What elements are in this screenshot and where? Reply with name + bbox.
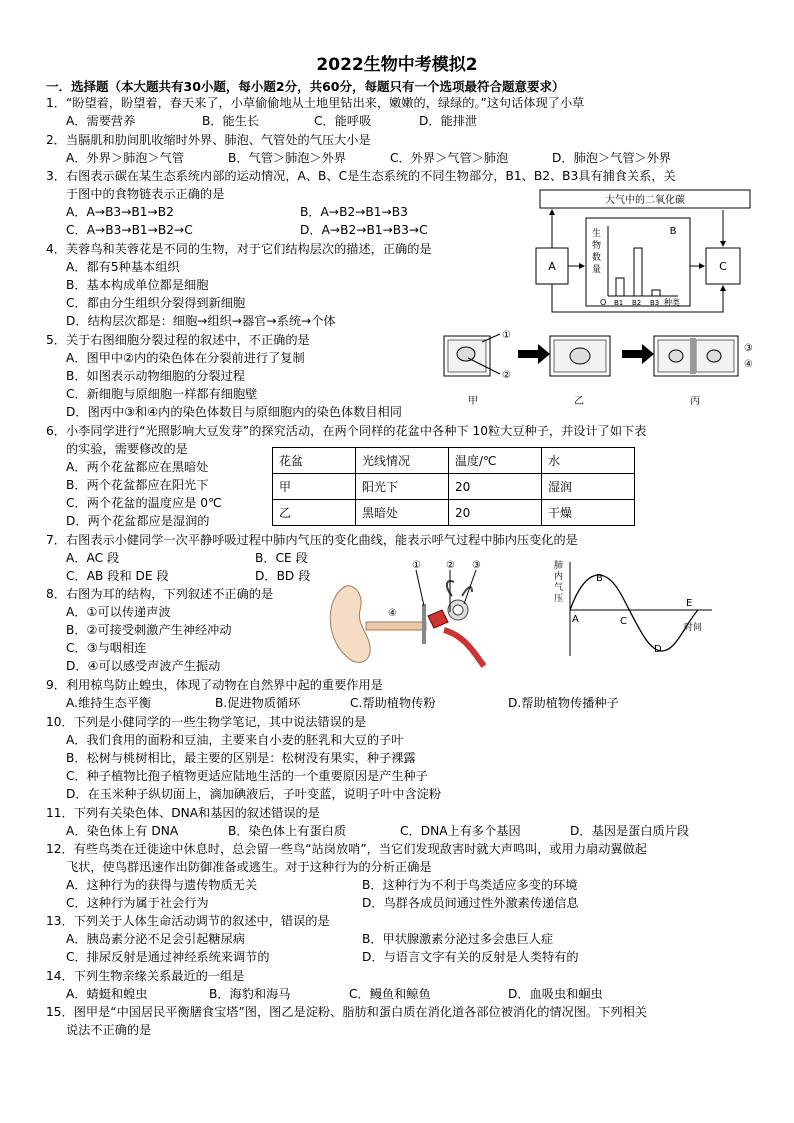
svg-text:③: ③ [472, 560, 481, 571]
svg-text:乙: 乙 [574, 396, 584, 407]
q2-option-d: D．肺泡＞气管＞外界 [552, 151, 672, 165]
svg-text:量: 量 [592, 265, 602, 275]
svg-text:③: ③ [744, 343, 753, 354]
q2-option-a: A．外界＞肺泡＞气管 [66, 151, 185, 165]
q4-option-b: B．基本构成单位都是细胞 [66, 278, 209, 292]
q5-option-d: D．图丙中③和④内的染色体数目与原细胞内的染色体数目相同 [66, 405, 402, 419]
svg-text:B1: B1 [614, 299, 624, 307]
q13-option-a: A．胰岛素分泌不足会引起糖尿病 [66, 932, 245, 946]
q7-option-d: D．BD 段 [255, 569, 311, 583]
co2-label: 大气中的二氧化碳 [605, 195, 685, 206]
q7-option-c: C．AB 段和 DE 段 [66, 569, 169, 583]
q5-option-b: B．如图表示动物细胞的分裂过程 [66, 369, 245, 383]
q3-option-b: B．A→B2→B1→B3 [300, 205, 408, 219]
q11-option-b: B．染色体上有蛋白质 [228, 824, 347, 838]
q6-stem-line2: 的实验，需要修改的是 [66, 442, 188, 456]
svg-text:C: C [620, 616, 627, 627]
page-title: 2022生物中考模拟2 [316, 55, 478, 75]
q1-stem: 1．“盼望着，盼望着，春天来了，小草偷偷地从土地里钻出来，嫩嫩的，绿绿的。”这句话体现了小草 [46, 96, 585, 110]
q8-stem: 8．右图为耳的结构，下列叙述不正确的是 [46, 587, 274, 601]
q14-option-b: B．海豹和海马 [209, 987, 291, 1001]
q2-stem: 2．当膈肌和肋间肌收缩时外界、肺泡、气管处的气压大小是 [46, 133, 371, 147]
svg-text:D: D [654, 644, 662, 655]
q6-option-c: C．两个花盆的温度应是 0℃ [66, 496, 222, 510]
q1-option-d: D．能排泄 [419, 114, 478, 128]
q9-stem: 9．利用椋鸟防止蝗虫，体现了动物在自然界中起的重要作用是 [46, 678, 383, 692]
q6-option-b: B．两个花盆都应在阳光下 [66, 478, 209, 492]
q6-option-a: A．两个花盆都应在黑暗处 [66, 460, 209, 474]
q12-option-d: D．鸟群各成员间通过性外激素传递信息 [362, 896, 579, 910]
arrow-icon [518, 344, 550, 364]
q13-option-c: C．排尿反射是通过神经系统来调节的 [66, 950, 270, 964]
svg-text:物: 物 [592, 241, 602, 251]
carbon-cycle-diagram [528, 186, 760, 316]
svg-text:丙: 丙 [690, 396, 700, 407]
q13-option-b: B．甲状腺激素分泌过多会患巨人症 [362, 932, 554, 946]
svg-text:A: A [548, 260, 556, 273]
q3-option-a: A．A→B3→B1→B2 [66, 205, 174, 219]
q14-option-a: A．蜻蜓和蝗虫 [66, 987, 148, 1001]
q11-option-c: C．DNA上有多个基因 [400, 824, 521, 838]
q13-option-d: D．与语言文字有关的反射是人类特有的 [362, 950, 579, 964]
q15-stem-line1: 15．图甲是“中国居民平衡膳食宝塔”图，图乙是淀粉、脂肪和蛋白质在消化道各部位被消化的情况图。下列相关 [46, 1005, 647, 1019]
svg-text:①: ① [412, 560, 421, 571]
svg-text:B: B [596, 573, 603, 584]
svg-text:数: 数 [592, 253, 602, 263]
q8-option-b: B．②可接受刺激产生神经冲动 [66, 623, 232, 637]
svg-text:②: ② [502, 370, 511, 381]
svg-text:①: ① [502, 330, 511, 341]
bar-b1 [616, 278, 624, 296]
q6-stem-line1: 6．小李同学进行“光照影响大豆发芽”的探究活动，在两个同样的花盆中各种下 10粒大豆种子，并设计了如下表 [46, 424, 647, 438]
cell-division-diagram [438, 328, 756, 410]
q15-stem-line2: 说法不正确的是 [66, 1023, 152, 1037]
q12-option-c: C．这种行为属于社会行为 [66, 896, 209, 910]
svg-text:O: O [600, 298, 607, 307]
q1-option-a: A．需要营养 [66, 114, 136, 128]
q5-stem: 5．关于右图细胞分裂过程的叙述中，不正确的是 [46, 333, 310, 347]
svg-text:压: 压 [554, 594, 564, 604]
q3-stem-line1: 3．右图表示碳在某生态系统内部的运动情况，A、B、C是生态系统的不同生物部分，B1、B2、B3具有捕食关系，关 [46, 169, 676, 183]
svg-text:②: ② [446, 560, 455, 571]
q7-option-b: B．CE 段 [255, 551, 308, 565]
svg-text:④: ④ [388, 608, 397, 619]
q4-option-a: A．都有5种基本组织 [66, 260, 180, 274]
svg-text:E: E [686, 598, 693, 609]
q13-stem: 13．下列关于人体生命活动调节的叙述中，错误的是 [46, 914, 330, 928]
q2-option-b: B．气管＞肺泡＞外界 [228, 151, 347, 165]
q3-stem-line2: 于图中的食物链表示正确的是 [66, 187, 225, 201]
svg-text:C: C [719, 260, 727, 273]
q12-stem-line2: 飞状，使鸟群迅速作出防御准备或逃生。对于这种行为的分析正确是 [66, 860, 432, 874]
ear-structure-diagram [316, 556, 492, 674]
svg-text:种类: 种类 [664, 298, 680, 307]
q3-option-d: D．A→B2→B1→B3→C [300, 223, 428, 237]
lung-pressure-chart [548, 556, 718, 660]
q1-option-b: B．能生长 [202, 114, 260, 128]
arrow-icon [622, 344, 654, 364]
q11-option-d: D．基因是蛋白质片段 [570, 824, 690, 838]
q7-stem: 7．右图表示小健同学一次平静呼吸过程中肺内气压的变化曲线，能表示呼气过程中肺内压变化的是 [46, 533, 578, 547]
q2-option-c: C．外界＞气管＞肺泡 [390, 151, 509, 165]
table-row: 甲 阳光下 20 湿润 [273, 474, 635, 500]
q9-option-b: B.促进物质循环 [215, 696, 301, 710]
svg-text:时间: 时间 [684, 623, 703, 633]
q8-option-a: A．①可以传递声波 [66, 605, 171, 619]
q9-option-a: A.维持生态平衡 [66, 696, 152, 710]
q5-option-c: C．新细胞与原细胞一样都有细胞壁 [66, 387, 258, 401]
q5-option-a: A．图甲中②内的染色体在分裂前进行了复制 [66, 351, 305, 365]
q9-option-d: D.帮助植物传播种子 [508, 696, 619, 710]
q4-option-c: C．都由分生组织分裂得到新细胞 [66, 296, 246, 310]
bar-b2 [634, 248, 642, 296]
q4-option-d: D．结构层次都是：细胞→组织→器官→系统→个体 [66, 314, 336, 328]
q14-stem: 14．下列生物亲缘关系最近的一组是 [46, 969, 245, 983]
q3-option-c: C．A→B3→B1→B2→C [66, 223, 193, 237]
svg-text:生: 生 [592, 229, 602, 239]
svg-text:内: 内 [554, 572, 564, 582]
q6-table [272, 447, 635, 526]
q14-option-d: D．血吸虫和蛔虫 [508, 987, 603, 1001]
q10-option-a: A．我们食用的面粉和豆油，主要来自小麦的胚乳和大豆的子叶 [66, 733, 404, 747]
svg-text:B: B [669, 226, 677, 237]
q11-option-a: A．染色体上有 DNA [66, 824, 179, 838]
q10-stem: 10．下列是小健同学的一些生物学笔记，其中说法错误的是 [46, 715, 367, 729]
q10-option-b: B．松树与桃树相比，最主要的区别是：松树没有果实，种子裸露 [66, 751, 416, 765]
section-heading: 一．选择题（本大题共有30小题，每小题2分，共60分，每题只有一个选项最符合题意要求） [46, 79, 565, 94]
svg-text:甲: 甲 [468, 396, 478, 407]
q12-stem-line1: 12．有些鸟类在迁徙途中休息时，总会留一些鸟“站岗放哨”，当它们发现敌害时就大声鸣叫，或用力扇动翼做起 [46, 842, 647, 856]
q1-option-c: C．能呼吸 [314, 114, 372, 128]
bar-b3 [652, 290, 660, 296]
q12-option-b: B．这种行为不利于鸟类适应多变的环境 [362, 878, 578, 892]
table-row: 花盆 光线情况 温度/℃ 水 [273, 448, 635, 474]
q12-option-a: A．这种行为的获得与遗传物质无关 [66, 878, 258, 892]
svg-text:肺: 肺 [554, 561, 564, 571]
q6-option-d: D．两个花盆都应是湿润的 [66, 514, 210, 528]
q7-option-a: A．AC 段 [66, 551, 120, 565]
table-row: 乙 黑暗处 20 干燥 [273, 500, 635, 526]
q10-option-d: D．在玉米种子纵切面上，滴加碘液后，子叶变蓝，说明子叶中含淀粉 [66, 787, 442, 801]
q8-option-c: C．③与咽相连 [66, 641, 147, 655]
svg-text:④: ④ [744, 359, 753, 370]
svg-text:A: A [572, 614, 579, 625]
q14-option-c: C．鳗鱼和鲸鱼 [349, 987, 431, 1001]
q8-option-d: D．④可以感受声波产生振动 [66, 659, 221, 673]
q9-option-c: C.帮助植物传粉 [350, 696, 436, 710]
svg-text:B2: B2 [632, 299, 642, 307]
q4-stem: 4．芙蓉鸟和芙蓉花是不同的生物，对于它们结构层次的描述，正确的是 [46, 242, 432, 256]
q10-option-c: C．种子植物比孢子植物更适应陆地生活的一个重要原因是产生种子 [66, 769, 428, 783]
q11-stem: 11．下列有关染色体、DNA和基因的叙述错误的是 [46, 806, 320, 820]
svg-text:B3: B3 [650, 299, 660, 307]
svg-text:气: 气 [554, 583, 564, 593]
